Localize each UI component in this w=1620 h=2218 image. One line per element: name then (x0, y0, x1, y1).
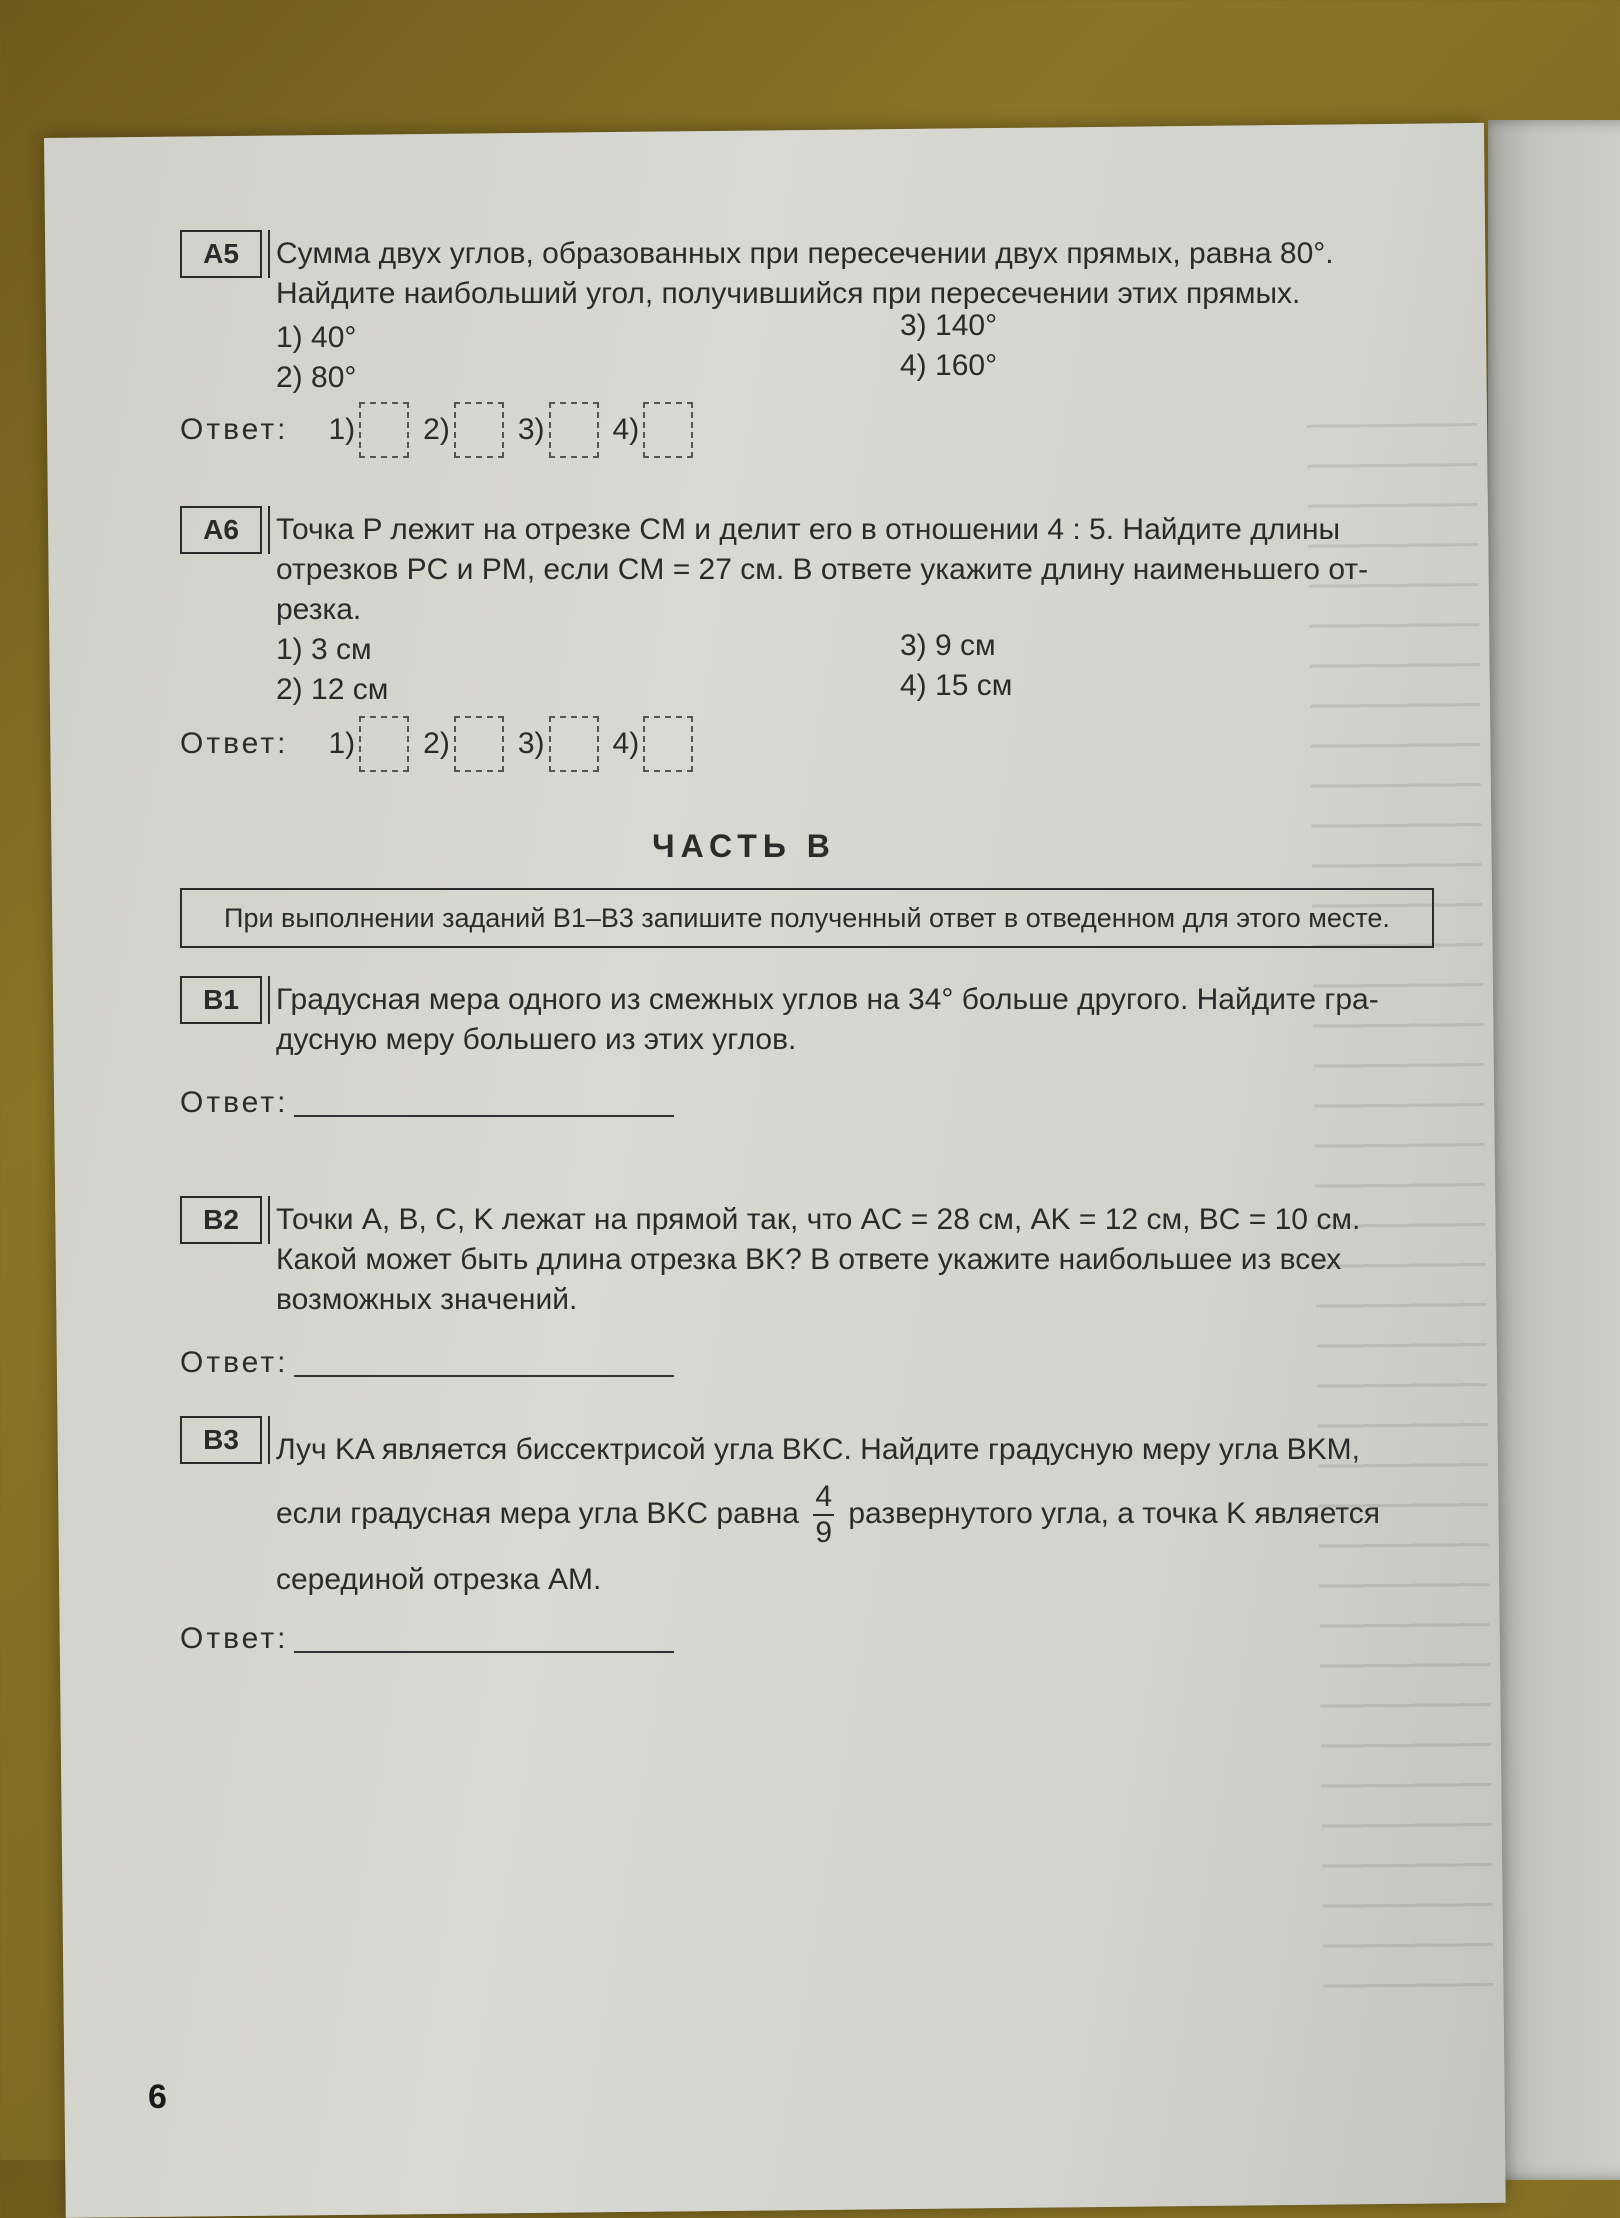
task-tag: В1 (180, 976, 262, 1024)
answer-box-2[interactable] (454, 402, 504, 458)
question-line: Точка P лежит на отрезке CM и делит его в отношении 4 : 5. Найдите длины (276, 513, 1341, 546)
answer-row (180, 1086, 674, 1120)
question-line: Точки A, B, C, K лежат на прямой так, что AC = 28 см, AK = 12 см, BC = 10 см. (276, 1203, 1361, 1236)
option-3: 3) 9 см (900, 629, 996, 662)
answer-label: Ответ: (180, 1086, 289, 1119)
section-title: ЧАСТЬ В (652, 828, 836, 864)
choice-number: 3) (517, 727, 545, 760)
choice-number: 4) (612, 727, 640, 760)
question-line: серединой отрезка AM. (276, 1563, 602, 1596)
answer-label: Ответ: (180, 1346, 289, 1379)
answer-box-4[interactable] (643, 402, 693, 458)
next-page-edge (1488, 120, 1620, 2180)
option-4: 4) 160° (900, 349, 998, 382)
choice-number: 2) (423, 413, 450, 446)
answer-label: Ответ: (180, 727, 289, 760)
question-text (276, 510, 1456, 630)
page-content (44, 138, 1484, 2218)
answer-line[interactable] (294, 1089, 674, 1117)
task-tag: А5 (180, 230, 262, 278)
page-number: 6 (148, 2078, 167, 2116)
answer-label: Ответ: (180, 1622, 289, 1655)
question-text (276, 234, 1456, 314)
answer-row (180, 1346, 674, 1380)
fraction-denominator: 9 (815, 1516, 833, 1549)
choice-number: 1) (328, 413, 356, 446)
task-tag: В3 (180, 1416, 262, 1464)
question-line: Найдите наибольший угол, получившийся при пересечении этих прямых. (276, 277, 1301, 310)
task-tag: В2 (180, 1196, 262, 1244)
answer-box-2[interactable] (454, 716, 504, 772)
answer-box-4[interactable] (643, 716, 693, 772)
answer-row (180, 402, 707, 458)
answer-box-1[interactable] (359, 402, 409, 458)
question-line: Сумма двух углов, образованных при пересечении двух прямых, равна 80°. (276, 237, 1334, 270)
question-line: отрезков PC и PM, если CM = 27 см. В ответе укажите длину наименьшего от- (276, 553, 1369, 586)
answer-line[interactable] (294, 1349, 674, 1377)
question-line: Какой может быть длина отрезка BK? В ответе укажите наибольшее из всех (276, 1243, 1342, 1276)
answer-box-3[interactable] (549, 402, 599, 458)
option-1: 1) 40° (276, 321, 357, 354)
task-tag: А6 (180, 506, 262, 554)
question-line: Луч KA является биссектрисой угла BKC. Найдите градусную меру угла BKM, (276, 1433, 1360, 1466)
answer-label: Ответ: (180, 413, 289, 446)
answer-box-3[interactable] (549, 716, 599, 772)
question-line: резка. (276, 593, 362, 626)
fraction (813, 1480, 834, 1550)
option-3: 3) 140° (900, 309, 998, 342)
question-text-part: развернутого угла, а точка K является (848, 1496, 1381, 1530)
section-instruction: При выполнении заданий В1–В3 запишите полученный ответ в отведенном для этого месте. (180, 888, 1434, 948)
question-line: Градусная мера одного из смежных углов на 34° больше другого. Найдите гра- (276, 983, 1379, 1016)
answer-line[interactable] (294, 1625, 674, 1653)
choice-number: 2) (423, 727, 450, 760)
fraction-numerator: 4 (813, 1480, 834, 1516)
option-2: 2) 80° (276, 361, 357, 394)
question-text (276, 1200, 1456, 1320)
question-text (276, 1420, 1456, 1610)
answer-row (180, 716, 707, 772)
option-4: 4) 15 см (900, 669, 1013, 702)
choice-number: 4) (612, 413, 640, 446)
choice-number: 1) (328, 727, 356, 760)
question-text-part: если градусная мера угла BKC равна (276, 1496, 799, 1530)
question-line (276, 1480, 1456, 1550)
option-1: 1) 3 см (276, 633, 372, 666)
question-line: возможных значений. (276, 1283, 578, 1316)
choice-number: 3) (517, 413, 545, 446)
question-text (276, 980, 1456, 1060)
answer-row (180, 1622, 674, 1656)
question-line: дусную меру большего из этих углов. (276, 1023, 797, 1056)
option-2: 2) 12 см (276, 673, 389, 706)
answer-box-1[interactable] (359, 716, 409, 772)
